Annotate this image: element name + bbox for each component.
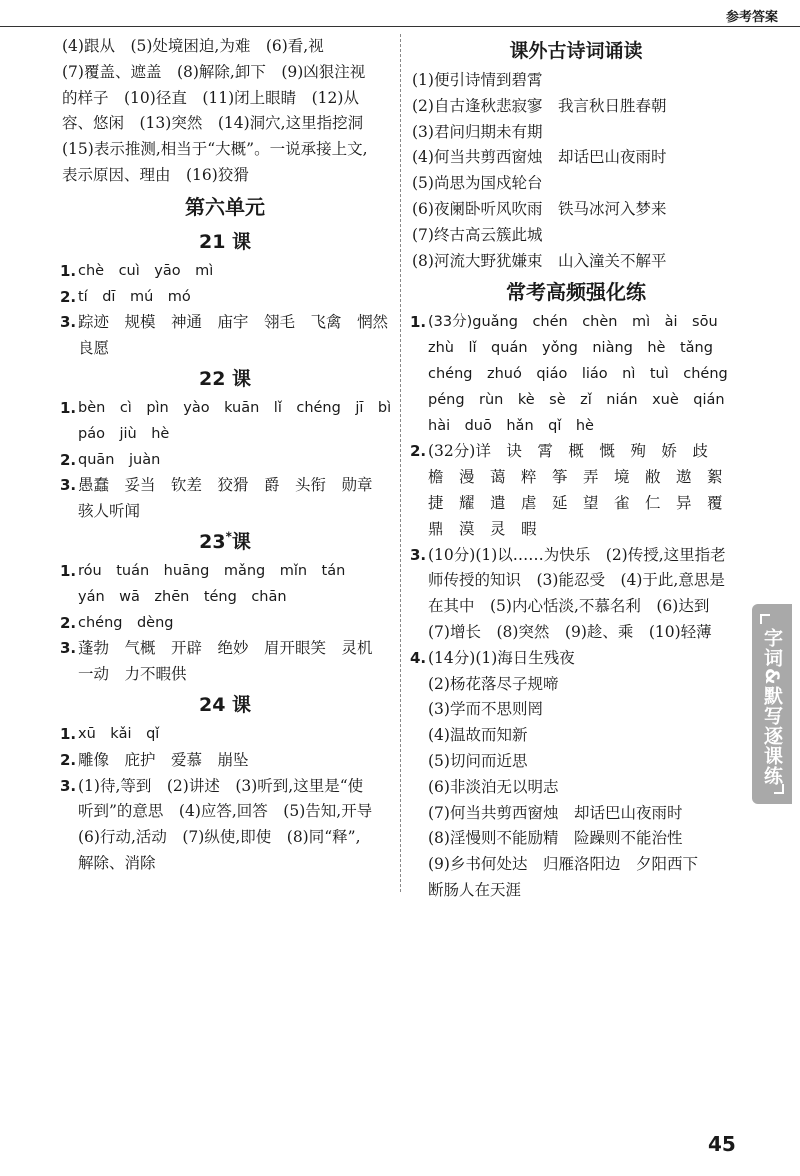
text-line: (14分)(1)海日生残夜 (428, 648, 575, 667)
text-line: 在其中 (5)内心恬淡,不慕名利 (6)达到 (428, 597, 710, 616)
text-line: (7)终古高云簇此城 (412, 225, 543, 244)
continued-answers (62, 34, 388, 189)
text-line: róu tuán huāng mǎng mǐn tán (78, 562, 346, 579)
text-line: 听到”的意思 (4)应答,回答 (5)告知,开导 (78, 802, 373, 821)
text-line: (7)覆盖、遮盖 (8)解除,卸下 (9)凶狠注视 (62, 62, 366, 81)
text-line: (15)表示推测,相当于“大概”。一说承接上文, (62, 140, 368, 159)
text-line: (3)学而不思则罔 (428, 700, 543, 719)
answer-item (62, 611, 388, 637)
answer-item (412, 310, 740, 439)
poetry-section-title: 课外古诗词诵读 (509, 40, 643, 62)
text-line: hài duō hǎn qǐ hè (428, 417, 594, 434)
item-number: 2. (410, 442, 427, 461)
text-line: (1)便引诗情到碧霄 (412, 71, 543, 89)
text-line: chéng zhuó qiáo liáo nì tuì chéng (428, 365, 728, 382)
text-line: (4)何当共剪西窗烛 却话巴山夜雨时 (412, 148, 667, 167)
optional-mark: * (225, 529, 232, 544)
page-number: 45 (708, 1132, 736, 1156)
item-number: 2. (60, 287, 77, 306)
item-number: 4. (410, 648, 427, 667)
text-line: péng rùn kè sè zǐ nián xuè qián (428, 391, 725, 408)
lesson-suffix: 课 (231, 530, 251, 553)
text-line: 踪迹 规模 神通 庙宇 翎毛 飞禽 惘然 (78, 313, 389, 332)
text-line: (2)自古逢秋悲寂寥 我言秋日胜春朝 (412, 96, 667, 115)
column-divider (400, 34, 401, 892)
text-line: (32分)详 诀 霄 概 慨 殉 娇 歧 (428, 442, 708, 461)
text-line: quān juàn (78, 451, 161, 468)
answer-item (62, 473, 388, 525)
answer-item (62, 722, 388, 748)
item-number: 3. (410, 545, 427, 564)
lesson-23-title (62, 525, 388, 559)
text-line: (7)增长 (8)突然 (9)趁、乘 (10)轻薄 (428, 622, 712, 641)
text-line: (8)河流大野犹嫌束 山入潼关不解平 (412, 251, 667, 270)
section-side-tab (752, 604, 792, 804)
header-rule (0, 26, 800, 27)
text-line: 良愿 (78, 339, 110, 358)
item-number: 3. (60, 313, 77, 332)
side-tab-label: 字词&默写逐课练 (761, 628, 783, 786)
corner-bracket-decoration (760, 614, 770, 624)
answer-item (62, 310, 388, 362)
header-label: 参考答案 (725, 10, 778, 25)
text-line: 鼎 漠 灵 暇 (428, 519, 537, 538)
text-line: 雕像 庇护 爱慕 崩坠 (78, 750, 249, 769)
text-line: 容、悠闲 (13)突然 (14)洞穴,这里指挖洞 (62, 114, 364, 133)
item-number: 3. (60, 776, 77, 795)
answer-item (62, 559, 388, 611)
text-line: (6)夜阑卧听风吹雨 铁马冰河入梦来 (412, 199, 667, 218)
item-number: 2. (60, 450, 77, 469)
text-line: (33分)guǎng chén chèn mì ài sōu (428, 314, 718, 331)
right-column (412, 34, 740, 904)
text-line: (1)待,等到 (2)讲述 (3)听到,这里是“使 (78, 776, 364, 795)
text-line: (7)何当共剪西窗烛 却话巴山夜雨时 (428, 803, 683, 822)
left-column (60, 34, 392, 877)
text-line: 解除、消除 (78, 853, 156, 872)
lesson-number: 23 (199, 530, 226, 553)
text-line: 表示原因、理由 (16)狡猾 (62, 165, 249, 184)
answer-item (62, 636, 388, 688)
item-number: 3. (60, 639, 77, 658)
answer-item (62, 285, 388, 311)
text-line: (5)切问而近思 (428, 751, 528, 770)
item-number: 1. (60, 261, 77, 280)
answer-item (412, 543, 740, 646)
text-line: (4)温故而知新 (428, 726, 528, 745)
answer-item (60, 396, 392, 448)
text-line: 的样子 (10)径直 (11)闭上眼睛 (12)从 (62, 88, 359, 107)
text-line: 断肠人在天涯 (428, 880, 522, 899)
item-number: 1. (60, 561, 77, 580)
answer-item (412, 646, 740, 904)
item-number: 2. (60, 750, 77, 769)
text-line: (9)乡书何处达 归雁洛阳边 夕阳西下 (428, 855, 698, 874)
text-line: (2)杨花落尽子规啼 (428, 674, 559, 693)
text-line: yán wā zhēn téng chān (78, 588, 287, 605)
item-number: 2. (60, 613, 77, 632)
item-number: 1. (60, 724, 77, 743)
answer-item (62, 448, 388, 474)
text-line: (3)君问归期未有期 (412, 122, 543, 141)
text-line: (5)尚思为国戍轮台 (412, 174, 543, 193)
text-line: 蓬勃 气概 开辟 绝妙 眉开眼笑 灵机 (78, 639, 373, 658)
item-number: 3. (60, 476, 77, 495)
text-line: bèn cì pìn yào kuān lǐ chéng jī bì (78, 399, 392, 416)
answer-item (62, 774, 388, 877)
text-line: (6)非淡泊无以明志 (428, 777, 559, 796)
text-line: 一动 力不暇供 (78, 665, 187, 684)
item-number: 1. (60, 398, 77, 417)
text-line: xū kǎi qǐ (78, 725, 160, 742)
text-line: chéng dèng (78, 614, 174, 631)
text-line: (6)行动,活动 (7)纵使,即使 (8)同“释”, (78, 828, 361, 847)
text-line: chè cuì yāo mì (78, 262, 214, 279)
answer-item (62, 748, 388, 774)
text-line: (4)跟从 (5)处境困迫,为难 (6)看,视 (62, 37, 324, 55)
answer-item (412, 439, 740, 542)
text-line: zhù lǐ quán yǒng niàng hè tǎng (428, 340, 713, 357)
lesson-24-title: 24 课 (198, 693, 252, 716)
text-line: 骇人听闻 (78, 502, 141, 521)
text-line: (8)淫慢则不能励精 险躁则不能治性 (428, 829, 683, 848)
lesson-21-title: 21 课 (198, 230, 252, 253)
poetry-answers (412, 68, 740, 274)
text-line: 檐 漫 蔼 粹 筝 弄 境 敝 遨 絮 (428, 468, 723, 487)
text-line: (10分)(1)以……为快乐 (2)传授,这里指老 (428, 545, 726, 564)
text-line: 愚蠢 妥当 钦差 狡猾 爵 头衔 勋章 (78, 476, 373, 495)
unit-title: 第六单元 (185, 194, 265, 219)
lesson-22-title: 22 课 (198, 367, 252, 390)
practice-section-title: 常考高频强化练 (506, 280, 646, 305)
text-line: páo jiù hè (78, 425, 170, 442)
answer-item (62, 259, 388, 285)
item-number: 1. (410, 313, 427, 332)
text-line: 师传授的知识 (3)能忍受 (4)于此,意思是 (428, 571, 725, 590)
text-line: tí dī mú mó (78, 288, 191, 305)
text-line: 捷 耀 遣 虐 延 望 雀 仁 异 覆 (428, 493, 723, 512)
